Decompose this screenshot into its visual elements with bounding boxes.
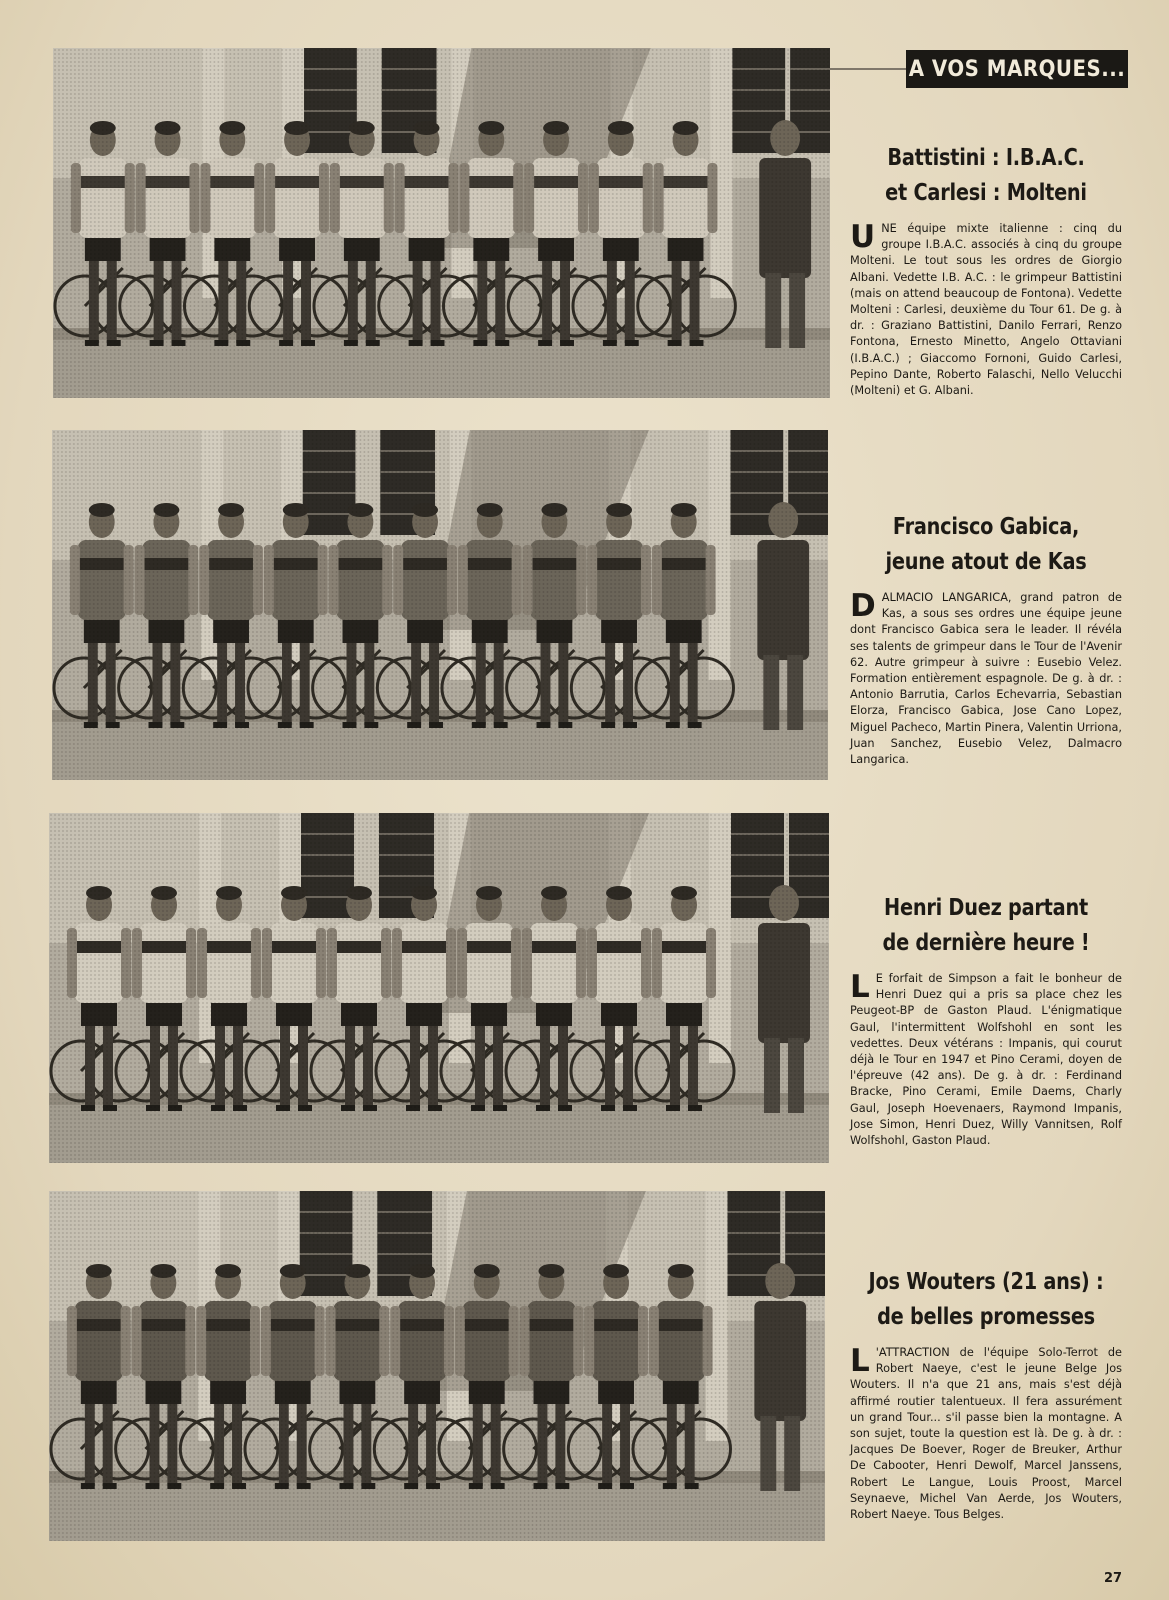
article-body bbox=[850, 971, 1122, 1149]
headline-line: Battistini : I.B.A.C. bbox=[887, 145, 1085, 171]
article-body bbox=[850, 1345, 1122, 1523]
article-headline bbox=[855, 1265, 1117, 1335]
drop-cap: D bbox=[850, 588, 876, 624]
headline-line: et Carlesi : Molteni bbox=[885, 180, 1087, 206]
article-body bbox=[850, 590, 1122, 768]
article-body bbox=[850, 221, 1122, 399]
headline-line: de belles promesses bbox=[877, 1304, 1095, 1330]
photo-image bbox=[52, 430, 828, 780]
article-kas bbox=[850, 510, 1122, 768]
team-photo-solo-terrot bbox=[49, 1191, 825, 1541]
drop-cap: L bbox=[850, 1343, 870, 1379]
article-headline bbox=[855, 891, 1117, 961]
team-photo-peugeot bbox=[49, 813, 829, 1163]
photo-image bbox=[49, 1191, 825, 1541]
banner-rule bbox=[830, 68, 906, 70]
article-headline bbox=[855, 510, 1117, 580]
headline-line: Henri Duez partant bbox=[884, 895, 1088, 921]
headline-line: Francisco Gabica, bbox=[892, 514, 1080, 540]
photo-image bbox=[49, 813, 829, 1163]
article-text: 'ATTRACTION de l'équipe Solo-Terrot de Robert Naeye, c'est le jeune Belge Jos Wouters. Il n'a que 21 ans, mais s'est déjà affirmé routier talentueux. Il fera assurément un grand Tour... s'il passe bien la montagne. A son sujet, toute la question est là. De g. à dr. : Jacques De Boever, Roger de Breuker, Arthur De Cabooter, Henri Dewolf, Marcel Janssens, Robert Le Langue, Louis Proost, Marcel Seynaeve, Michel Van Aerde, Jos Wouters, Robert Naeye. Tous Belges. bbox=[850, 1346, 1122, 1522]
article-peugeot bbox=[850, 891, 1122, 1149]
drop-cap: U bbox=[850, 219, 876, 255]
article-ibac-molteni bbox=[850, 141, 1122, 399]
article-text: E forfait de Simpson a fait le bonheur de Henri Duez qui a pris sa place chez les Peugeot-BP de Gaston Plaud. L'énigmatique Gaul, l'intermittent Wolfshohl en sont les vedettes. Deux vétérans : Impanis, qui courut déjà le Tour en 1947 et Pino Cerami, doyen de l'épreuve (42 ans). De g. à dr. : Ferdinand Bracke, Pino Cerami, Emile Daems, Charly Gaul, Joseph Hoevenaers, Raymond Impanis, Jose Simon, Henri Duez, Willy Vannitsen, Rolf Wolfshohl, Gaston Plaud. bbox=[850, 972, 1122, 1148]
article-text: ALMACIO LANGARICA, grand patron de Kas, a sous ses ordres une équipe jeune dont Francisco Gabica sera le leader. Il révéla ses talents de grimpeur dans le Tour de l'Avenir 62. Autre grimpeur à suivre : Eusebio Velez. Formation entièrement espagnole. De g. à dr. : Antonio Barrutia, Carlos Echevarria, Sebastian Elorza, Francisco Gabica, Jose Cano Lopez, Miguel Pacheco, Martin Pinera, Valentin Urriona, Juan Sanchez, Eusebio Velez, Dalmacro Langarica. bbox=[850, 591, 1122, 767]
section-banner: A VOS MARQUES... bbox=[906, 50, 1128, 88]
team-photo-kas bbox=[52, 430, 828, 780]
team-photo-ibac-molteni bbox=[53, 48, 830, 398]
photo-image bbox=[53, 48, 830, 398]
page-number: 27 bbox=[1104, 1571, 1123, 1586]
headline-line: de dernière heure ! bbox=[882, 930, 1090, 956]
drop-cap: L bbox=[850, 969, 870, 1005]
article-solo-terrot bbox=[850, 1265, 1122, 1523]
article-text: NE équipe mixte italienne : cinq du groupe I.B.A.C. associés à cinq du groupe Molteni. Le tout sous les ordres de Giorgio Albani. Vedette I.B. A.C. : le grimpeur Battistini (mais on attend beaucoup de Fontona). Vedette Molteni : Carlesi, deuxième du Tour 61. De g. à dr. : Graziano Battistini, Danilo Ferrari, Renzo Fontona, Ernesto Minetto, Angelo Ottaviani (I.B.A.C.) ; Giaccomo Fornoni, Guido Carlesi, Pepino Dante, Roberto Falaschi, Nello Velucchi (Molteni) et G. Albani. bbox=[850, 222, 1122, 398]
headline-line: Jos Wouters (21 ans) : bbox=[868, 1269, 1104, 1295]
headline-line: jeune atout de Kas bbox=[885, 549, 1087, 575]
article-headline bbox=[855, 141, 1117, 211]
